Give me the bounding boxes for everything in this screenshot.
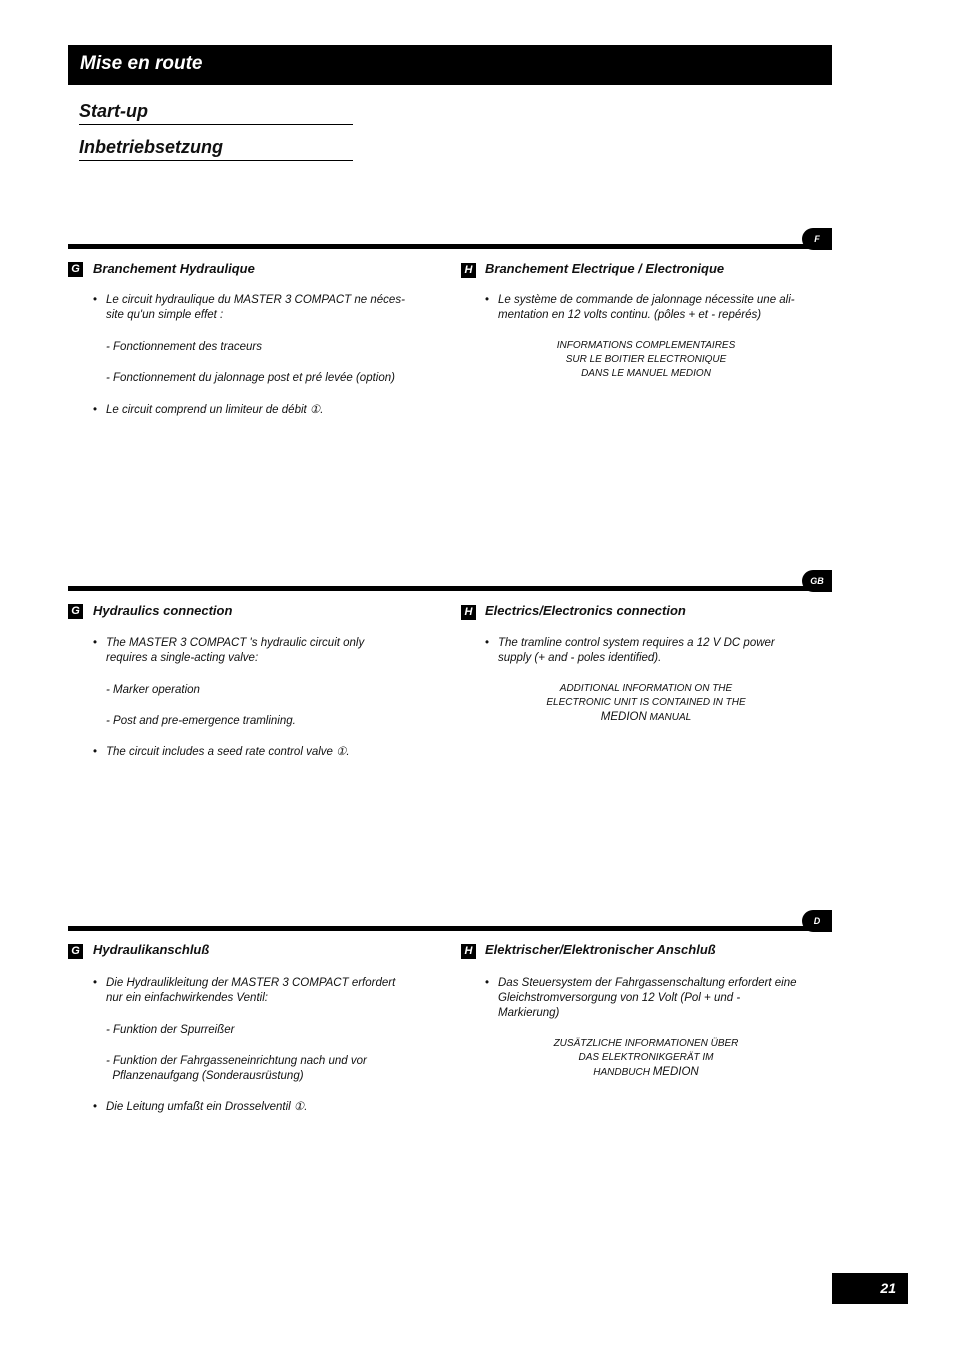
section-title-electric-gb: Electrics/Electronics connection bbox=[485, 603, 686, 618]
list-item: - Funktion der Spurreißer bbox=[106, 1024, 235, 1036]
section-rule-fr bbox=[68, 244, 832, 249]
lang-badge-de: D bbox=[802, 910, 832, 932]
info-line: DAS ELEKTRONIKGERÄT IM bbox=[578, 1052, 714, 1063]
list-item: • Die Hydraulikleitung der MASTER 3 COMPACT erfordert nur ein einfachwirkendes Ventil: bbox=[106, 976, 395, 1006]
info-line: ADDITIONAL INFORMATION ON THE bbox=[559, 683, 733, 694]
info-line: ZUSÄTZLICHE INFORMATIONEN ÜBER bbox=[553, 1038, 739, 1049]
electric-section-icon: H bbox=[461, 944, 476, 959]
section-title-hydraulic-gb: Hydraulics connection bbox=[93, 603, 233, 618]
subtitle-start-up: Start-up bbox=[79, 101, 353, 125]
hydraulic-section-icon: G bbox=[68, 944, 83, 959]
info-line: DANS LE MANUEL MEDION bbox=[581, 368, 711, 379]
list-item: • Le système de commande de jalonnage nécessite une ali- mentation en 12 volts continu. (pôles + et - repérés) bbox=[498, 293, 795, 323]
info-line: ELECTRONIC UNIT IS CONTAINED IN THE bbox=[546, 697, 746, 708]
header-bar bbox=[68, 45, 832, 85]
info-note-fr bbox=[496, 339, 796, 381]
hydraulic-section-icon: G bbox=[68, 262, 83, 277]
list-item: • Das Steuersystem der Fahrgassenschaltung erfordert eine Gleichstromversorgung von 12 Volt (Pol + und - Markierung) bbox=[498, 976, 797, 1021]
page-number: 21 bbox=[832, 1273, 908, 1304]
list-item: • Le circuit hydraulique du MASTER 3 COMPACT ne néces- site qu'un simple effet : bbox=[106, 293, 405, 323]
page-title: Mise en route bbox=[80, 53, 203, 74]
subtitle-inbetriebsetzung: Inbetriebsetzung bbox=[79, 137, 353, 161]
section-rule-gb bbox=[68, 586, 832, 591]
list-item: - Fonctionnement des traceurs bbox=[106, 341, 262, 353]
section-title-hydraulic-de: Hydraulikanschluß bbox=[93, 942, 210, 957]
list-item: • Die Leitung umfaßt ein Drosselventil ①. bbox=[106, 1100, 307, 1115]
section-rule-de bbox=[68, 926, 832, 931]
list-item: • The tramline control system requires a 12 V DC power supply (+ and - poles identified). bbox=[498, 636, 775, 666]
list-item: - Funktion der Fahrgasseneinrichtung nach und vor Pflanzenaufgang (Sonderausrüstung) bbox=[106, 1055, 367, 1082]
info-line: HANDBUCH MEDION bbox=[593, 1066, 699, 1078]
list-item: - Marker operation bbox=[106, 684, 200, 696]
list-item: • The MASTER 3 COMPACT 's hydraulic circuit only requires a single-acting valve: bbox=[106, 636, 364, 666]
list-item: • The circuit includes a seed rate control valve ①. bbox=[106, 745, 350, 760]
info-line: SUR LE BOITIER ELECTRONIQUE bbox=[565, 354, 727, 365]
info-line: INFORMATIONS COMPLEMENTAIRES bbox=[556, 340, 736, 351]
section-title-electric-de: Elektrischer/Elektronischer Anschluß bbox=[485, 942, 716, 957]
electric-section-icon: H bbox=[461, 605, 476, 620]
list-item: • Le circuit comprend un limiteur de débit ①. bbox=[106, 403, 323, 418]
hydraulic-section-icon: G bbox=[68, 604, 83, 619]
list-item: - Post and pre-emergence tramlining. bbox=[106, 715, 296, 727]
lang-badge-gb: GB bbox=[802, 570, 832, 592]
info-note-gb bbox=[496, 682, 796, 725]
lang-badge-fr: F bbox=[802, 228, 832, 250]
info-line: MEDION MANUAL bbox=[600, 711, 692, 723]
section-title-hydraulic-fr: Branchement Hydraulique bbox=[93, 261, 255, 276]
list-item: - Fonctionnement du jalonnage post et pré levée (option) bbox=[106, 372, 395, 384]
electric-section-icon: H bbox=[461, 263, 476, 278]
info-note-de bbox=[496, 1037, 796, 1080]
section-title-electric-fr: Branchement Electrique / Electronique bbox=[485, 261, 725, 276]
